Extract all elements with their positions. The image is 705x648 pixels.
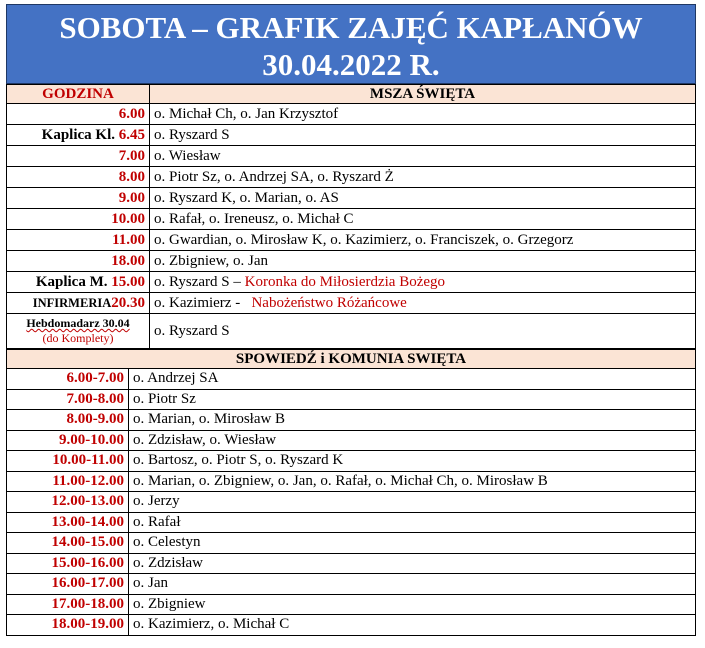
confession-priests: o. Zdzisław [129,553,696,574]
msza-row [7,104,696,125]
priests-text: o. Ryszard S [154,126,230,143]
mass-time: 6.00 [118,105,145,122]
hebdomadarz-label: Hebdomadarz 30.04 [26,316,130,330]
priests-text: o. Gwardian, o. Mirosław K, o. Kazimierz, o. Franciszek, o. Grzegorz [154,231,574,248]
confession-priests: o. Kazimierz, o. Michał C [129,615,696,636]
spowiedz-row [7,553,696,574]
mass-time: 10.00 [111,210,145,227]
msza-priests-cell [150,188,696,209]
page-title [6,4,696,84]
msza-time-cell [7,272,150,293]
spowiedz-row [7,430,696,451]
schedule-sheet [6,4,696,640]
msza-time-cell [7,104,150,125]
priests-text: o. Wiesław [154,147,221,164]
priests-text: o. Rafał, o. Ireneusz, o. Michał C [154,210,354,227]
confession-priests: o. Piotr Sz [129,389,696,410]
priests-text: o. Ryszard K, o. Marian, o. AS [154,189,339,206]
confession-time: 9.00-10.00 [7,430,129,451]
msza-priests-cell [150,251,696,272]
mass-time: 6.45 [118,126,145,143]
mass-time: 15.00 [111,273,145,290]
confession-time: 14.00-15.00 [7,533,129,554]
msza-time-cell [7,251,150,272]
spowiedz-row [7,594,696,615]
confession-time: 11.00-12.00 [7,471,129,492]
msza-priests-cell [150,167,696,188]
confession-priests: o. Rafał [129,512,696,533]
confession-time: 10.00-11.00 [7,451,129,472]
title-line-1: SOBOTA – GRAFIK ZAJĘĆ KAPŁANÓW [59,10,643,45]
msza-row [7,209,696,230]
confession-priests: o. Andrzej SA [129,369,696,390]
hebdomadarz-priest: o. Ryszard S [150,314,696,349]
godzina-header: GODZINA [7,85,150,104]
confession-priests: o. Jerzy [129,492,696,513]
mass-time: 8.00 [118,168,145,185]
spowiedz-row [7,410,696,431]
service-note: Nabożeństwo Różańcowe [251,294,407,311]
msza-priests-cell [150,104,696,125]
confession-time: 18.00-19.00 [7,615,129,636]
msza-row [7,125,696,146]
msza-time-cell [7,209,150,230]
confession-time: 8.00-9.00 [7,410,129,431]
title-line-2: 30.04.2022 R. [262,47,440,82]
confession-priests: o. Marian, o. Mirosław B [129,410,696,431]
confession-time: 16.00-17.00 [7,574,129,595]
msza-priests-cell [150,272,696,293]
spowiedz-table [6,349,696,636]
spowiedz-row [7,451,696,472]
msza-priests-cell [150,146,696,167]
msza-priests-cell [150,125,696,146]
spowiedz-row [7,389,696,410]
spowiedz-row [7,574,696,595]
service-note: Koronka do Miłosierdzia Bożego [244,273,446,290]
confession-time: 6.00-7.00 [7,369,129,390]
spowiedz-row [7,471,696,492]
mass-time: 9.00 [118,189,145,206]
msza-time-cell [7,293,150,314]
spowiedz-row [7,492,696,513]
priests-text: o. Zbigniew, o. Jan [154,252,269,269]
priests-text: o. Ryszard S – [154,273,245,290]
priests-text: o. Piotr Sz, o. Andrzej SA, o. Ryszard Ż [154,168,394,185]
msza-row [7,146,696,167]
confession-time: 15.00-16.00 [7,553,129,574]
msza-row [7,230,696,251]
mass-time: 18.00 [111,252,145,269]
confession-priests: o. Celestyn [129,533,696,554]
confession-time: 17.00-18.00 [7,594,129,615]
confession-priests: o. Zbigniew [129,594,696,615]
msza-priests-cell [150,293,696,314]
msza-header-row [7,85,696,104]
msza-header: MSZA ŚWIĘTA [150,85,696,104]
spowiedz-row [7,615,696,636]
hebdomadarz-note: (do Komplety) [42,331,114,345]
spowiedz-row [7,369,696,390]
spowiedz-row [7,512,696,533]
msza-time-cell [7,188,150,209]
msza-time-cell [7,146,150,167]
confession-time: 12.00-13.00 [7,492,129,513]
confession-time: 13.00-14.00 [7,512,129,533]
mass-time: 11.00 [112,231,145,248]
msza-row [7,167,696,188]
spowiedz-row [7,533,696,554]
location-label: Kaplica M. [35,273,112,290]
priests-text: o. Michał Ch, o. Jan Krzysztof [154,105,339,122]
msza-row [7,272,696,293]
hebdomadarz-row [7,314,696,349]
msza-priests-cell [150,209,696,230]
confession-priests: o. Bartosz, o. Piotr S, o. Ryszard K [129,451,696,472]
confession-priests: o. Jan [129,574,696,595]
hebdomadarz-label-cell [7,314,150,349]
location-label: Kaplica Kl. [41,126,119,143]
msza-priests-cell [150,230,696,251]
msza-row [7,251,696,272]
msza-row [7,188,696,209]
confession-time: 7.00-8.00 [7,389,129,410]
confession-priests: o. Marian, o. Zbigniew, o. Jan, o. Rafał, o. Michał Ch, o. Mirosław B [129,471,696,492]
spowiedz-header-row [7,350,696,369]
mass-time: 7.00 [118,147,145,164]
confession-priests: o. Zdzisław, o. Wiesław [129,430,696,451]
spowiedz-header: SPOWIEDŹ i KOMUNIA SWIĘTA [7,350,696,369]
location-label: INFIRMERIA [32,295,112,310]
msza-table [6,84,696,349]
msza-time-cell [7,167,150,188]
msza-time-cell [7,230,150,251]
msza-row [7,293,696,314]
priests-text: o. Kazimierz - [154,294,252,311]
msza-time-cell [7,125,150,146]
mass-time: 20.30 [111,294,145,311]
